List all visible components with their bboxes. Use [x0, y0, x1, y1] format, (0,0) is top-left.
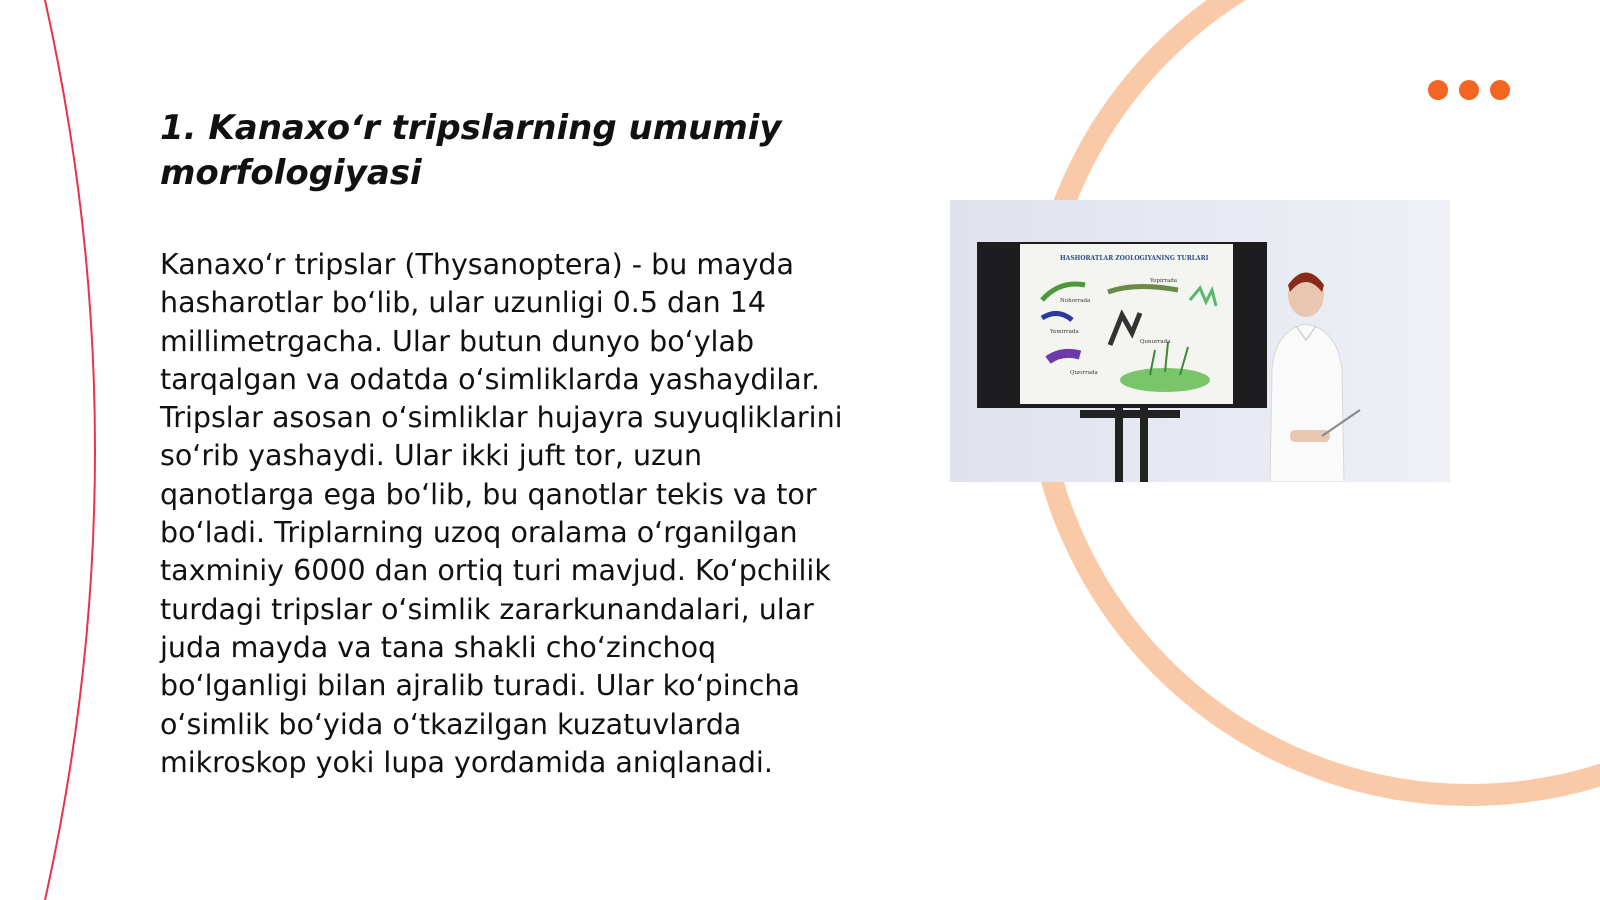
three-dots-icon — [1428, 80, 1510, 100]
left-curve-line — [45, 0, 95, 900]
dot-icon — [1428, 80, 1448, 100]
poster-label: Yemirrada — [1050, 329, 1079, 335]
lecture-photo — [950, 200, 1450, 482]
dot-icon — [1459, 80, 1479, 100]
poster-label: Yopirrada — [1150, 278, 1178, 284]
slide-title: 1. Kanaxo‘r tripslarning umumiy morfologiyasi — [160, 108, 782, 193]
poster-label: Qizorrada — [1070, 370, 1098, 376]
slide-body-text: Kanaxo‘r tripslar (Thysanoptera) - bu mayda hasharotlar bo‘lib, ular uzunligi 0.5 dan 14 millimetrgacha. Ular butun dunyo bo‘ylab tarqalgan va odatda o‘simliklarda yashaydilar. Tripslar asosan o‘simliklar hujayra suyuqliklarini so‘rib yashaydi. Ular ikki juft tor, uzun qanotlarga ega bo‘lib, bu qanotlar tekis va tor bo‘ladi. Triplarning uzoq oralama o‘rganilgan taxminiy 6000 dan ortiq turi mavjud. Ko‘pchilik turdagi tripslar o‘simlik zararkunandalari, ular juda mayda va tana shakli cho‘zinchoq bo‘lganligi bilan ajralib turadi. Ular ko‘pincha o‘simlik bo‘yida o‘tkazilgan kuzatuvlarda mikroskop yoki lupa yordamida aniqlanadi. — [160, 248, 843, 779]
poster-title: HASHORATLAR ZOOLOGIYANING TURLARI — [1060, 255, 1209, 262]
dot-icon — [1490, 80, 1510, 100]
poster-label: Qunurrada — [1140, 339, 1171, 345]
poster-label: Nohorrada — [1060, 298, 1091, 304]
